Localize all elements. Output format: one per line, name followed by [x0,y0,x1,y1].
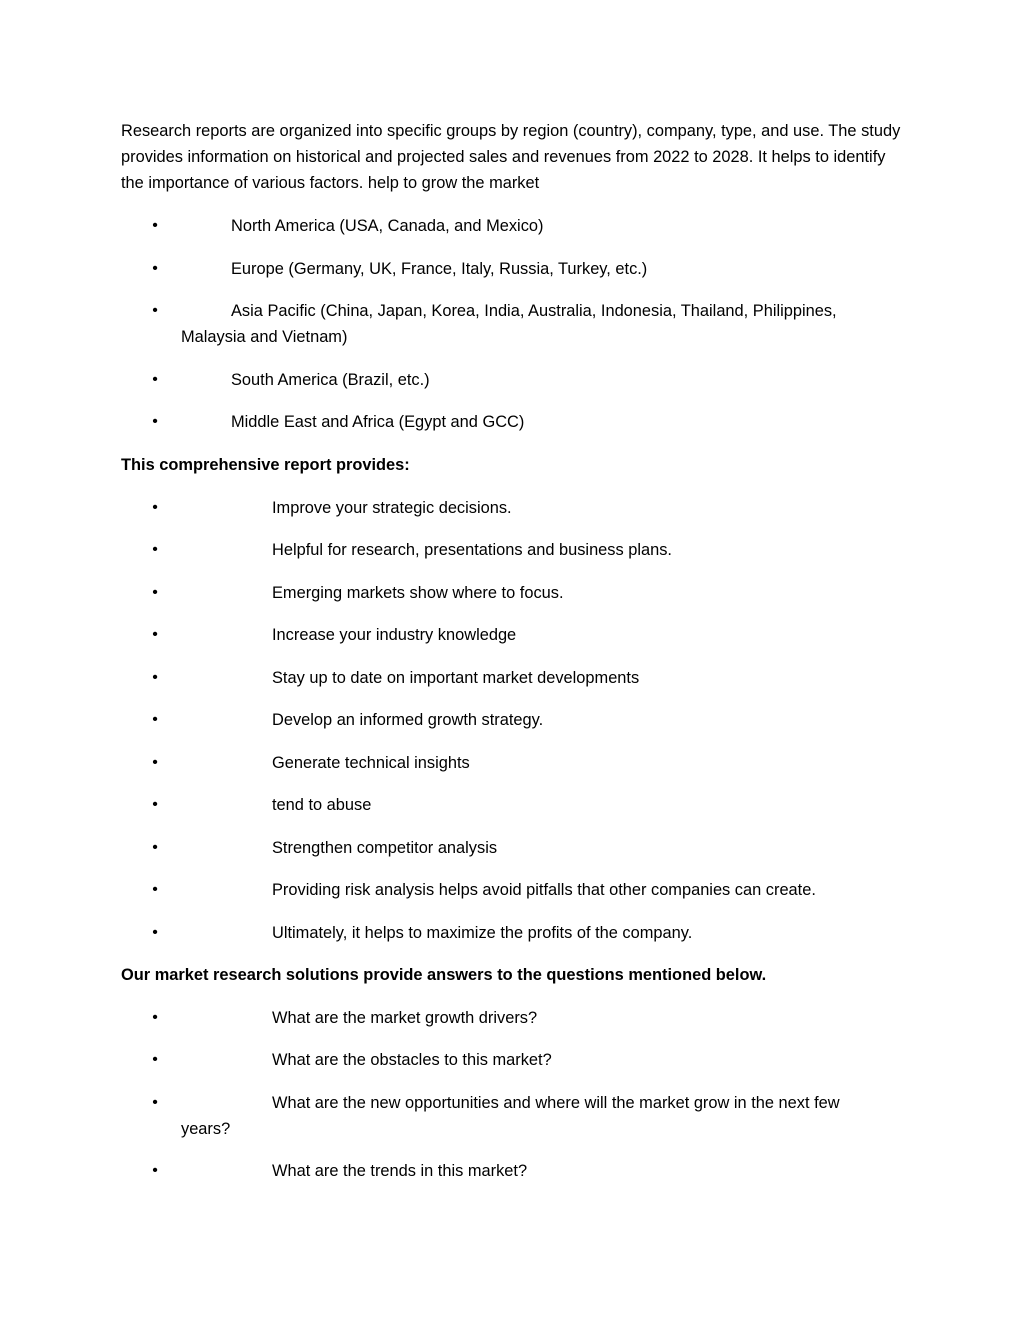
bullet-icon: • [152,217,158,234]
bullet-icon: • [152,584,158,601]
bullet-icon: • [152,413,158,430]
bullet-icon: • [152,626,158,643]
benefit-label: Generate technical insights [272,754,470,772]
benefit-label: tend to abuse [272,796,372,814]
bullet-icon: • [152,796,158,813]
benefit-label: Stay up to date on important market developments [272,669,640,687]
bullet-icon: • [152,499,158,516]
region-label-continuation: Malaysia and Vietnam) [181,328,348,346]
benefit-label: Improve your strategic decisions. [272,499,512,517]
benefit-label: Helpful for research, presentations and business plans. [272,541,672,559]
bullet-icon: • [152,1009,158,1026]
benefit-label: Ultimately, it helps to maximize the profits of the company. [272,924,693,942]
benefit-label: Develop an informed growth strategy. [272,711,544,729]
bullet-icon: • [152,1051,158,1068]
region-label: Europe (Germany, UK, France, Italy, Russia, Turkey, etc.) [231,260,648,278]
bullet-icon: • [152,669,158,686]
region-label: South America (Brazil, etc.) [231,371,430,389]
region-label: North America (USA, Canada, and Mexico) [231,217,544,235]
bullet-icon: • [152,1094,158,1111]
region-label: Middle East and Africa (Egypt and GCC) [231,413,525,431]
question-label: What are the trends in this market? [272,1162,528,1180]
bullet-icon: • [152,371,158,388]
question-label-continuation: years? [181,1120,231,1138]
bullet-icon: • [152,302,158,319]
benefit-label: Emerging markets show where to focus. [272,584,564,602]
benefit-label: Providing risk analysis helps avoid pitfalls that other companies can create. [272,881,816,899]
bullet-icon: • [152,260,158,277]
bullet-icon: • [152,881,158,898]
benefit-label: Increase your industry knowledge [272,626,517,644]
question-label: What are the market growth drivers? [272,1009,538,1027]
question-label: What are the new opportunities and where will the market grow in the next few [272,1094,840,1112]
intro-paragraph: Research reports are organized into specific groups by region (country), company, type, and use. The study provides information on historical and projected sales and revenues from 2022 to 2028. It helps to identify the importance of various factors. help to grow the market [121,122,901,192]
bullet-icon: • [152,541,158,558]
bullet-icon: • [152,1162,158,1179]
provides-heading: This comprehensive report provides: [121,456,410,474]
benefit-label: Strengthen competitor analysis [272,839,498,857]
region-label: Asia Pacific (China, Japan, Korea, India, Australia, Indonesia, Thailand, Philippines, [231,302,837,320]
questions-heading: Our market research solutions provide answers to the questions mentioned below. [121,966,767,984]
question-label: What are the obstacles to this market? [272,1051,552,1069]
bullet-icon: • [152,711,158,728]
bullet-icon: • [152,839,158,856]
bullet-icon: • [152,924,158,941]
bullet-icon: • [152,754,158,771]
